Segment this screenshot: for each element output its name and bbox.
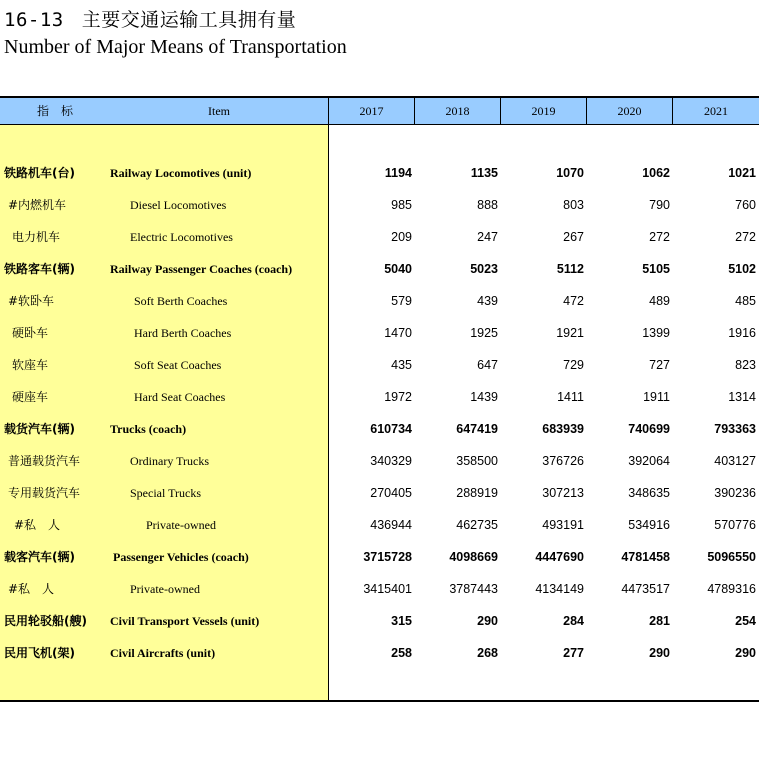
cell-2019: 307213 xyxy=(542,486,584,500)
cell-2019: 4447690 xyxy=(535,550,584,564)
table-header xyxy=(0,96,759,125)
cell-2020: 5105 xyxy=(642,262,670,276)
cell-2017: 1972 xyxy=(384,390,412,404)
row-label-zh: 硬座车 xyxy=(12,390,49,404)
row-label-zh: #内燃机车 xyxy=(8,198,67,212)
table-row xyxy=(0,413,759,445)
table-title-english: Number of Major Means of Transportation xyxy=(4,36,347,58)
cell-2017: 3715728 xyxy=(363,550,412,564)
cell-2021: 1916 xyxy=(728,326,756,340)
cell-2017: 340329 xyxy=(370,454,412,468)
table-row xyxy=(0,381,759,413)
cell-2020: 4781458 xyxy=(621,550,670,564)
cell-2020: 727 xyxy=(649,358,670,372)
cell-2021: 793363 xyxy=(714,422,756,436)
header-year-2021: 2021 xyxy=(704,104,728,118)
cell-2017: 435 xyxy=(391,358,412,372)
row-label-en: Private-owned xyxy=(146,518,216,532)
cell-2017: 1470 xyxy=(384,326,412,340)
table-row xyxy=(0,637,759,669)
cell-2018: 358500 xyxy=(456,454,498,468)
row-label-zh: 载客汽车(辆) xyxy=(4,550,75,564)
table-row xyxy=(0,317,759,349)
cell-2020: 272 xyxy=(649,230,670,244)
cell-2018: 1135 xyxy=(470,166,498,180)
row-label-zh: 软座车 xyxy=(12,358,49,372)
table-row xyxy=(0,605,759,637)
cell-2021: 390236 xyxy=(714,486,756,500)
cell-2018: 288919 xyxy=(456,486,498,500)
cell-2017: 209 xyxy=(391,230,412,244)
cell-2020: 348635 xyxy=(628,486,670,500)
row-label-en: Hard Berth Coaches xyxy=(134,326,232,340)
cell-2019: 1070 xyxy=(556,166,584,180)
row-label-en: Special Trucks xyxy=(130,486,202,500)
cell-2018: 4098669 xyxy=(449,550,498,564)
table-number: 16-13 xyxy=(4,9,64,31)
row-label-en: Passenger Vehicles (coach) xyxy=(113,550,249,564)
table-row xyxy=(0,285,759,317)
row-label-zh: 民用轮驳船(艘) xyxy=(4,614,87,628)
cell-2017: 436944 xyxy=(370,518,412,532)
row-label-zh: #软卧车 xyxy=(8,294,55,308)
header-year-2017: 2017 xyxy=(359,104,384,118)
cell-2019: 267 xyxy=(563,230,584,244)
row-label-en: Trucks (coach) xyxy=(110,422,187,436)
cell-2021: 4789316 xyxy=(707,582,756,596)
cell-2020: 740699 xyxy=(628,422,670,436)
table-row xyxy=(0,573,759,605)
cell-2018: 888 xyxy=(477,198,498,212)
cell-2021: 5096550 xyxy=(707,550,756,564)
table-row xyxy=(0,445,759,477)
table-row xyxy=(0,477,759,509)
cell-2019: 803 xyxy=(563,198,584,212)
table-title-chinese xyxy=(4,5,296,32)
cell-2020: 1062 xyxy=(642,166,670,180)
table-title-zh-text: 主要交通运输工具拥有量 xyxy=(81,9,297,31)
header-indicator: 指 标 xyxy=(36,104,73,118)
table-row xyxy=(0,221,759,253)
cell-2018: 5023 xyxy=(470,262,498,276)
row-label-en: Ordinary Trucks xyxy=(130,454,210,468)
cell-2021: 403127 xyxy=(714,454,756,468)
row-label-en: Electric Locomotives xyxy=(130,230,233,244)
row-label-en: Diesel Locomotives xyxy=(130,198,227,212)
cell-2017: 3415401 xyxy=(363,582,412,596)
row-label-en: Railway Passenger Coaches (coach) xyxy=(110,262,293,276)
table-row xyxy=(0,349,759,381)
cell-2018: 290 xyxy=(477,614,498,628)
table-row xyxy=(0,509,759,541)
cell-2021: 254 xyxy=(735,614,756,628)
row-label-zh: 铁路客车(辆) xyxy=(4,262,75,276)
table-row xyxy=(0,157,759,189)
table-bottom-rule xyxy=(0,700,759,702)
cell-2021: 1021 xyxy=(728,166,756,180)
cell-2018: 647419 xyxy=(456,422,498,436)
row-label-en: Civil Transport Vessels (unit) xyxy=(110,614,260,628)
cell-2021: 570776 xyxy=(714,518,756,532)
cell-2017: 1194 xyxy=(384,166,412,180)
row-label-zh: #私 人 xyxy=(14,518,61,532)
cell-2018: 247 xyxy=(477,230,498,244)
cell-2021: 760 xyxy=(735,198,756,212)
header-item: Item xyxy=(208,104,230,118)
cell-2017: 5040 xyxy=(384,262,412,276)
cell-2020: 4473517 xyxy=(621,582,670,596)
row-label-zh: 载货汽车(辆) xyxy=(4,422,75,436)
cell-2020: 1399 xyxy=(642,326,670,340)
cell-2020: 392064 xyxy=(628,454,670,468)
cell-2020: 290 xyxy=(649,646,670,660)
header-year-2020: 2020 xyxy=(617,104,642,118)
cell-2020: 1911 xyxy=(643,390,670,404)
cell-2019: 376726 xyxy=(542,454,584,468)
cell-2017: 579 xyxy=(391,294,412,308)
cell-2019: 493191 xyxy=(542,518,584,532)
cell-2018: 3787443 xyxy=(449,582,498,596)
cell-2021: 823 xyxy=(735,358,756,372)
cell-2017: 315 xyxy=(391,614,412,628)
cell-2019: 1411 xyxy=(557,390,584,404)
cell-2017: 985 xyxy=(391,198,412,212)
cell-2019: 729 xyxy=(563,358,584,372)
row-label-en: Railway Locomotives (unit) xyxy=(110,166,252,180)
cell-2018: 268 xyxy=(477,646,498,660)
row-label-en: Private-owned xyxy=(130,582,200,596)
header-year-2018: 2018 xyxy=(445,104,470,118)
table-row xyxy=(0,541,759,573)
cell-2019: 284 xyxy=(563,614,584,628)
cell-2019: 472 xyxy=(563,294,584,308)
cell-2019: 1921 xyxy=(556,326,584,340)
row-label-zh: 专用载货汽车 xyxy=(8,486,81,500)
cell-2020: 281 xyxy=(649,614,670,628)
cell-2019: 277 xyxy=(563,646,584,660)
header-year-2019: 2019 xyxy=(531,104,556,118)
cell-2019: 683939 xyxy=(542,422,584,436)
row-label-zh: 电力机车 xyxy=(12,230,61,244)
cell-2021: 272 xyxy=(735,230,756,244)
table-row xyxy=(0,253,759,285)
row-label-en: Soft Seat Coaches xyxy=(134,358,222,372)
cell-2021: 485 xyxy=(735,294,756,308)
row-label-zh: #私 人 xyxy=(8,582,55,596)
row-label-en: Soft Berth Coaches xyxy=(134,294,228,308)
cell-2018: 1925 xyxy=(470,326,498,340)
row-label-zh: 硬卧车 xyxy=(12,326,49,340)
table-row xyxy=(0,189,759,221)
row-label-zh: 普通载货汽车 xyxy=(8,454,81,468)
cell-2019: 5112 xyxy=(556,262,584,276)
row-label-en: Civil Aircrafts (unit) xyxy=(110,646,216,660)
cell-2019: 4134149 xyxy=(535,582,584,596)
cell-2020: 489 xyxy=(649,294,670,308)
cell-2017: 610734 xyxy=(370,422,412,436)
row-label-zh: 民用飞机(架) xyxy=(4,646,75,660)
cell-2020: 534916 xyxy=(628,518,670,532)
cell-2018: 439 xyxy=(477,294,498,308)
cell-2017: 258 xyxy=(391,646,412,660)
cell-2021: 290 xyxy=(735,646,756,660)
cell-2020: 790 xyxy=(649,198,670,212)
cell-2018: 647 xyxy=(477,358,498,372)
cell-2017: 270405 xyxy=(370,486,412,500)
row-label-en: Hard Seat Coaches xyxy=(134,390,226,404)
cell-2018: 1439 xyxy=(470,390,498,404)
row-label-zh: 铁路机车(台) xyxy=(4,166,75,180)
cell-2021: 5102 xyxy=(728,262,756,276)
cell-2021: 1314 xyxy=(728,390,756,404)
cell-2018: 462735 xyxy=(456,518,498,532)
